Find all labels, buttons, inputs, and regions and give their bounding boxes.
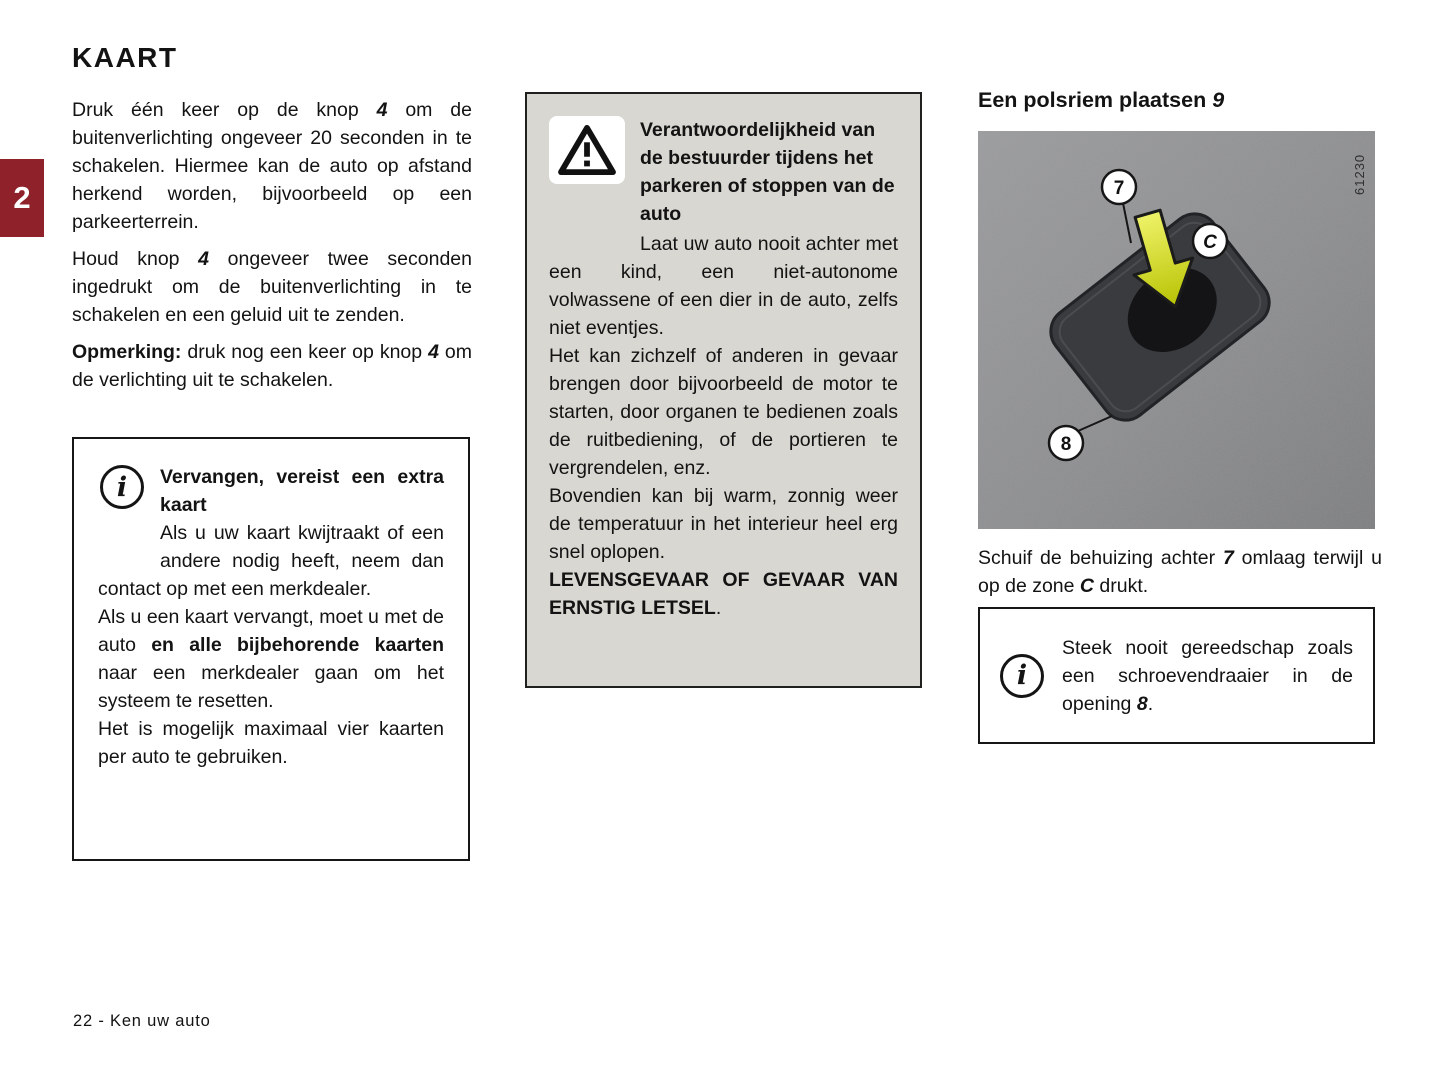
- callout-8-label: 8: [1060, 434, 1072, 455]
- section-heading-wrist-strap: Een polsriem plaatsen 9: [978, 88, 1225, 112]
- zone-c-reference: C: [1079, 575, 1095, 597]
- section-tab: 2: [0, 159, 44, 237]
- warning-box-driver-responsibility: [525, 92, 922, 688]
- key-card-figure: [978, 131, 1375, 529]
- button-4-reference: 4: [428, 341, 439, 363]
- warning-text: Bovendien kan bij warm, zonnig weer de temperatuur in het interieur heel erg snel oplopen.: [549, 485, 898, 563]
- callout-c-label: C: [1203, 232, 1217, 253]
- left-column: [72, 42, 472, 403]
- page-title: KAART: [72, 42, 178, 73]
- figure-9-reference: 9: [1212, 88, 1225, 112]
- warning-danger-line: LEVENSGEVAAR OF GEVAAR VAN ERNSTIG LETSEL.: [549, 569, 898, 619]
- figure-ref-code: 61230: [1352, 153, 1367, 195]
- button-4-reference: 4: [376, 99, 388, 121]
- callout-7-label: 7: [1113, 178, 1125, 199]
- info-box-replacement-card: [72, 437, 470, 861]
- warning-title: Verantwoordelijkheid van de bestuurder tijdens het parkeren of stoppen van de auto: [640, 119, 895, 225]
- info-box-no-tools: [978, 607, 1375, 744]
- info-box-text: Als u een kaart vervangt, moet u met de auto en alle bijbehorende kaarten naar een merkdealer gaan om het systeem te resetten.: [98, 606, 444, 712]
- info-box-text: Als u uw kaart kwijtraakt of een andere nodig heeft, neem dan contact op met een merkdealer.: [98, 522, 444, 600]
- button-4-reference: 4: [198, 248, 210, 270]
- remark-label: Opmerking:: [72, 341, 182, 363]
- warning-text: Het kan zichzelf of anderen in gevaar brengen door bijvoorbeeld de motor te starten, door organen te bedienen zoals de ruitbediening, of de portieren te vergrendelen, enz.: [549, 345, 898, 479]
- paragraph-press-once: Druk één keer op de knop 4 om de buitenverlichting ongeveer 20 seconden in te schakelen. Hiermee kan de auto op afstand herkend worden, bijvoorbeeld op een parkeerterrein.: [72, 99, 472, 233]
- info-icon: i: [1000, 654, 1044, 698]
- warning-text: Laat uw auto nooit achter met een kind, een niet-autonome volwassene of een dier in de auto, zelfs niet eventjes.: [549, 233, 898, 339]
- info-box-title: Vervangen, vereist een extra kaart: [160, 466, 444, 516]
- all-cards-emphasis: en alle bijbehorende kaarten: [151, 634, 444, 656]
- info-icon: i: [100, 465, 144, 509]
- info-box-text: Het is mogelijk maximaal vier kaarten per auto te gebruiken.: [98, 718, 444, 768]
- info-box-text: Steek nooit gereedschap zoals een schroevendraaier in de opening 8.: [1062, 636, 1353, 715]
- figure-caption: Schuif de behuizing achter 7 omlaag terwijl u op de zone C drukt.: [978, 547, 1382, 597]
- paragraph-hold-button: Houd knop 4 ongeveer twee seconden ingedrukt om de buitenverlichting in te schakelen en een geluid uit te zenden.: [72, 248, 472, 326]
- part-7-reference: 7: [1222, 547, 1234, 569]
- page-footer: 22 - Ken uw auto: [73, 1012, 211, 1030]
- warning-icon: [549, 116, 625, 184]
- opening-8-reference: 8: [1136, 692, 1148, 715]
- paragraph-remark: Opmerking: druk nog een keer op knop 4 om de verlichting uit te schakelen.: [72, 341, 472, 391]
